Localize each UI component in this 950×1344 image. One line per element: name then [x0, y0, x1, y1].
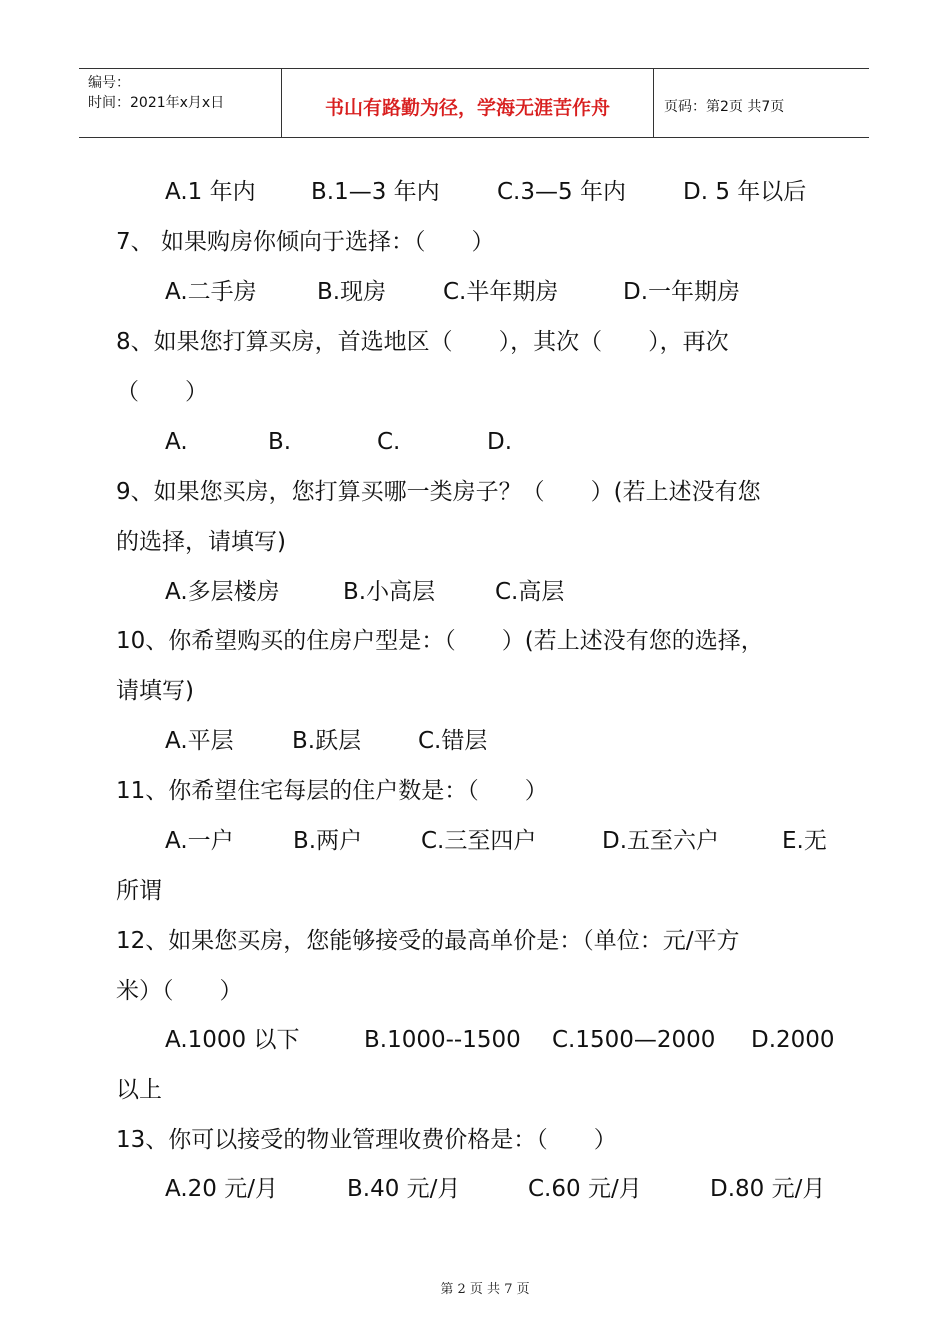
- question-9-line2: 的选择，请填写): [116, 529, 286, 555]
- q12-option-d: D.2000: [751, 1027, 835, 1053]
- q11-option-e: E.无: [782, 828, 827, 854]
- q7-option-b: B.现房: [317, 279, 387, 305]
- q13-option-a: A.20 元/月: [165, 1176, 278, 1202]
- q13-option-c: C.60 元/月: [528, 1176, 642, 1202]
- q13-option-d: D.80 元/月: [710, 1176, 826, 1202]
- q7-option-a: A.二手房: [165, 279, 257, 305]
- q10-option-c: C.错层: [418, 728, 488, 754]
- q12-option-c: C.1500—2000: [552, 1027, 716, 1053]
- q8-options: [165, 427, 865, 457]
- q13-option-b: B.40 元/月: [347, 1176, 461, 1202]
- q9-option-b: B.小高层: [343, 579, 436, 605]
- q11-option-d: D.五至六户: [602, 828, 720, 854]
- question-12-line1: 12、如果您买房，您能够接受的最高单价是：（单位：元/平方: [116, 928, 740, 954]
- question-8-line2: （ ）: [116, 379, 208, 405]
- q8-option-c: C.: [377, 429, 401, 455]
- question-7: 7、 如果购房你倾向于选择：（ ）: [116, 229, 495, 255]
- q10-options: [165, 726, 865, 756]
- q11-option-b: B.两户: [293, 828, 363, 854]
- page-header: [79, 68, 869, 138]
- q12-option-a: A.1000 以下: [165, 1027, 300, 1053]
- q6-options: [165, 177, 865, 207]
- q7-option-d: D.一年期房: [623, 279, 741, 305]
- q11-option-e-continued: 所谓: [116, 878, 162, 904]
- q7-options: [165, 277, 865, 307]
- question-10-line1: 10、你希望购买的住房户型是：（ ）(若上述没有您的选择，: [116, 628, 764, 654]
- header-info: [79, 69, 281, 137]
- q6-option-c: C.3—5 年内: [497, 179, 626, 205]
- q11-option-c: C.三至四户: [421, 828, 537, 854]
- q9-option-a: A.多层楼房: [165, 579, 280, 605]
- q12-option-d-continued: 以上: [116, 1077, 162, 1103]
- page-footer: 第 2 页 共 7 页: [440, 1282, 530, 1297]
- question-12-line2: 米）（ ）: [116, 978, 243, 1004]
- q7-option-c: C.半年期房: [443, 279, 559, 305]
- question-10-line2: 请填写): [116, 678, 194, 704]
- q12-option-b: B.1000--1500: [364, 1027, 521, 1053]
- q6-option-d: D. 5 年以后: [683, 179, 807, 205]
- q8-option-a: A.: [165, 429, 188, 455]
- q10-option-a: A.平层: [165, 728, 234, 754]
- question-13: 13、你可以接受的物业管理收费价格是：（ ）: [116, 1127, 617, 1153]
- q6-option-b: B.1—3 年内: [311, 179, 440, 205]
- q9-options: [165, 577, 865, 607]
- q6-option-a: A.1 年内: [165, 179, 256, 205]
- q9-option-c: C.高层: [495, 579, 565, 605]
- header-motto: 书山有路勤为径，学海无涯苦作舟: [281, 69, 654, 137]
- question-9-line1: 9、如果您买房，您打算买哪一类房子？（ ）(若上述没有您: [116, 479, 761, 505]
- q10-option-b: B.跃层: [292, 728, 362, 754]
- q11-option-a: A.一户: [165, 828, 234, 854]
- q11-options: [165, 826, 845, 856]
- q12-options: [165, 1025, 845, 1055]
- serial-label: 编号：: [88, 75, 130, 91]
- question-8-line1: 8、如果您打算买房，首选地区（ ），其次（ ），再次: [116, 329, 729, 355]
- question-11: 11、你希望住宅每层的住户数是：（ ）: [116, 778, 548, 804]
- q8-option-b: B.: [268, 429, 292, 455]
- q8-option-d: D.: [487, 429, 513, 455]
- header-page-label: 页码：第2页 共7页: [664, 99, 785, 115]
- q13-options: [165, 1174, 845, 1204]
- date-label: 时间：2021年x月x日: [88, 95, 225, 111]
